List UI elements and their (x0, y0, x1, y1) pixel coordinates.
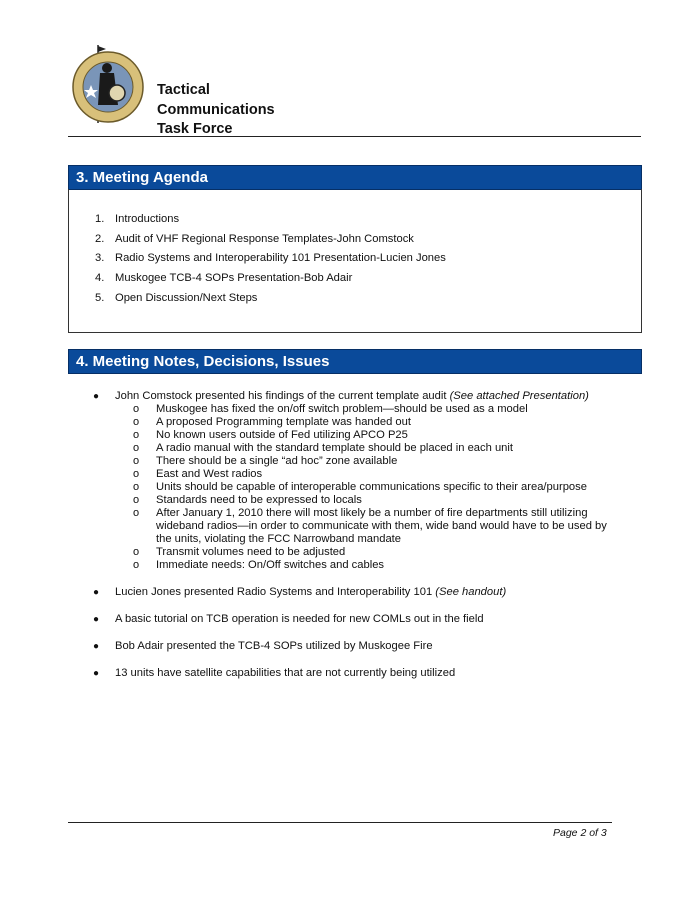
org-name-line-1: Tactical (157, 82, 210, 98)
agenda-item-text: Radio Systems and Interoperability 101 Presentation-Lucien Jones (115, 252, 446, 265)
note-sub-item (0, 442, 616, 455)
notes-body (0, 390, 696, 680)
circle-bullet-icon: o (133, 429, 140, 441)
sub-item-text: Standards need to be expressed to locals (156, 494, 362, 506)
agenda-item-number: 3. (95, 252, 105, 265)
page-number: Page 2 of 3 (553, 827, 607, 839)
sub-item-text: There should be a single “ad hoc” zone available (156, 455, 398, 467)
circle-bullet-icon: o (133, 494, 140, 506)
sub-item-text: Transmit volumes need to be adjusted (156, 546, 346, 558)
circle-bullet-icon: o (133, 481, 140, 493)
note-bullet (0, 640, 696, 653)
note-text: 13 units have satellite capabilities that are not currently being utilized (115, 667, 456, 679)
bullet-dot-icon: ● (93, 391, 100, 402)
organization-name (157, 81, 275, 140)
circle-bullet-icon: o (133, 455, 140, 467)
agenda-item (95, 213, 446, 233)
sub-item-text: A proposed Programming template was handed out (156, 416, 411, 428)
note-sub-item (0, 429, 616, 442)
note-sub-item (0, 507, 616, 546)
note-sub-item (0, 455, 616, 468)
agenda-item-text: Open Discussion/Next Steps (115, 291, 258, 304)
footer-rule (68, 822, 612, 823)
note-bullet (0, 613, 696, 626)
bullet-dot-icon: ● (93, 587, 100, 598)
notes-section-title: 4. Meeting Notes, Decisions, Issues (68, 349, 642, 374)
bullet-dot-icon: ● (93, 641, 100, 652)
agenda-item-number: 4. (95, 272, 105, 285)
agenda-item (95, 292, 446, 312)
homeland-security-seal-logo (70, 43, 150, 128)
circle-bullet-icon: o (133, 559, 140, 571)
sub-item-text: East and West radios (156, 468, 263, 480)
agenda-item-text: Audit of VHF Regional Response Templates-John Comstock (115, 232, 414, 245)
note-text: Bob Adair presented the TCB-4 SOPs utilized by Muskogee Fire (115, 640, 433, 652)
note-text: A basic tutorial on TCB operation is needed for new COMLs out in the field (115, 613, 484, 625)
agenda-item-text: Muskogee TCB-4 SOPs Presentation-Bob Adair (115, 272, 353, 285)
agenda-item (95, 252, 446, 272)
sub-item-text: Muskogee has fixed the on/off switch problem—should be used as a model (156, 403, 528, 415)
agenda-item-number: 1. (95, 213, 105, 225)
circle-bullet-icon: o (133, 416, 140, 428)
bullet-dot-icon: ● (93, 614, 100, 625)
note-bullet (0, 586, 696, 599)
org-name-line-3: Task Force (157, 121, 233, 137)
circle-bullet-icon: o (133, 546, 140, 558)
agenda-section-title: 3. Meeting Agenda (68, 165, 642, 190)
sub-item-text: No known users outside of Fed utilizing APCO P25 (156, 429, 408, 441)
org-name-line-2: Communications (157, 101, 275, 118)
note-sub-item (0, 494, 616, 507)
sub-item-text: Units should be capable of interoperable communications specific to their area/purpose (156, 481, 587, 493)
note-sub-item (0, 403, 616, 416)
sub-item-text: After January 1, 2010 there will most likely be a number of fire departments still utilizing wideband radios—in order to communicate with them, wide band would have to be used by the units, violating the FCC Narrowband mandate (156, 507, 607, 545)
note-sub-item (0, 481, 616, 494)
note-bullet (0, 667, 696, 680)
agenda-item-number: 5. (95, 291, 105, 304)
note-text: Lucien Jones presented Radio Systems and Interoperability 101 (115, 586, 436, 598)
note-reference: (See handout) (435, 586, 507, 598)
circle-bullet-icon: o (133, 403, 140, 415)
bullet-dot-icon: ● (93, 668, 100, 679)
note-sub-item (0, 468, 616, 481)
agenda-list (95, 213, 446, 311)
header-rule (68, 136, 641, 137)
note-reference: (See attached Presentation) (449, 390, 589, 402)
note-text: John Comstock presented his findings of the current template audit (115, 390, 450, 402)
agenda-item (95, 233, 446, 253)
circle-bullet-icon: o (133, 442, 140, 454)
note-sub-item (0, 416, 616, 429)
note-sub-item (0, 559, 616, 572)
agenda-item-text: Introductions (115, 213, 180, 225)
sub-item-text: A radio manual with the standard template should be placed in each unit (156, 442, 513, 454)
agenda-item (95, 272, 446, 292)
circle-bullet-icon: o (133, 468, 140, 480)
note-sub-item (0, 546, 616, 559)
sub-item-text: Immediate needs: On/Off switches and cables (156, 559, 385, 571)
agenda-item-number: 2. (95, 232, 105, 245)
note-bullet (0, 390, 696, 403)
circle-bullet-icon: o (133, 507, 140, 519)
